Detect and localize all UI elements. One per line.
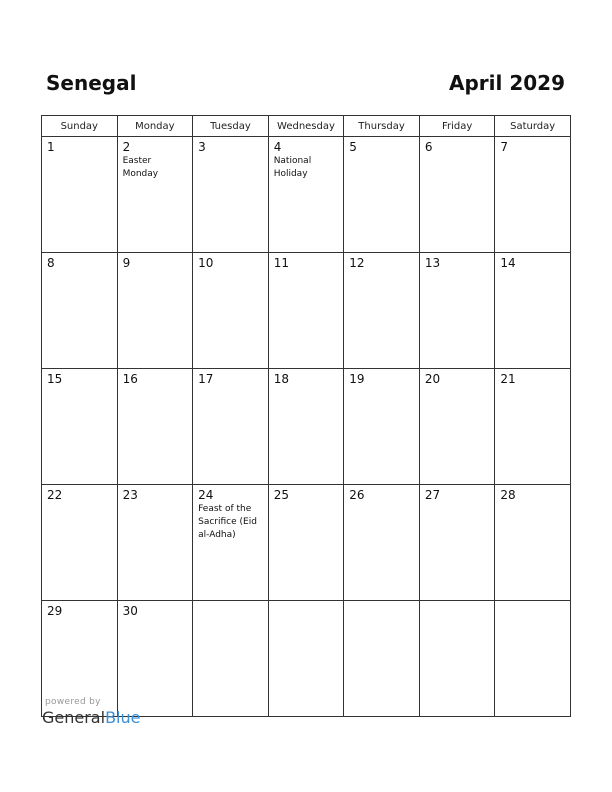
- weekday-header: Saturday: [495, 116, 571, 137]
- day-cell: [193, 601, 269, 717]
- day-cell: [117, 369, 193, 485]
- day-number: 17: [198, 372, 214, 386]
- day-cell: [117, 601, 193, 717]
- day-cell: [495, 369, 571, 485]
- brand-name-blue: Blue: [105, 708, 141, 727]
- weekday-header: Thursday: [344, 116, 420, 137]
- day-cell: [268, 137, 344, 253]
- day-number: 27: [424, 488, 441, 502]
- day-cell: [419, 137, 495, 253]
- calendar-grid: [41, 115, 571, 717]
- holiday-label: National Holiday: [273, 156, 312, 179]
- day-cell: [344, 253, 420, 369]
- day-number: 1: [47, 140, 55, 154]
- day-number: 10: [198, 256, 214, 270]
- day-number: 6: [424, 140, 433, 154]
- day-number: 8: [47, 256, 55, 270]
- day-number: 13: [424, 256, 441, 270]
- day-cell: [193, 485, 269, 601]
- day-cell: [268, 485, 344, 601]
- day-cell: [42, 137, 118, 253]
- country-title: Senegal: [46, 71, 137, 95]
- month-year-title: April 2029: [449, 71, 565, 95]
- day-cell: [495, 137, 571, 253]
- day-number: 15: [47, 372, 63, 386]
- day-cell: [419, 253, 495, 369]
- week-row: [42, 369, 571, 485]
- day-cell: [495, 253, 571, 369]
- day-cell: [42, 369, 118, 485]
- day-number: 20: [424, 372, 441, 386]
- weekday-header: Monday: [117, 116, 193, 137]
- day-number: 30: [122, 604, 138, 618]
- weekday-header-row: [42, 116, 571, 137]
- day-number: 12: [349, 256, 365, 270]
- holiday-label: Feast of the Sacrifice (Eid al-Adha): [198, 504, 257, 540]
- day-number: 3: [198, 140, 206, 154]
- day-cell: [193, 137, 269, 253]
- day-cell: [268, 369, 344, 485]
- weekday-header: Wednesday: [268, 116, 344, 137]
- day-number: 16: [122, 372, 138, 386]
- day-cell: [344, 137, 420, 253]
- day-number: 21: [500, 372, 516, 386]
- day-cell: [117, 253, 193, 369]
- week-row: [42, 137, 571, 253]
- day-number: 19: [349, 372, 365, 386]
- weekday-header: Friday: [419, 116, 495, 137]
- day-cell: [268, 601, 344, 717]
- day-cell: [419, 369, 495, 485]
- day-number: 2: [122, 140, 131, 154]
- day-cell: [268, 253, 344, 369]
- day-cell: [419, 601, 495, 717]
- day-cell: [495, 601, 571, 717]
- week-row: [42, 601, 571, 717]
- day-cell: [344, 485, 420, 601]
- day-cell: [193, 369, 269, 485]
- weekday-header: Sunday: [42, 116, 118, 137]
- day-cell: [344, 601, 420, 717]
- generalblue-logo[interactable]: [42, 708, 140, 727]
- day-cell: [42, 485, 118, 601]
- day-number: 26: [349, 488, 365, 502]
- day-number: 28: [500, 488, 516, 502]
- day-number: 18: [273, 372, 289, 386]
- day-cell: [193, 253, 269, 369]
- day-number: 11: [273, 256, 289, 270]
- day-cell: [419, 485, 495, 601]
- day-number: 25: [273, 488, 289, 502]
- day-number: 7: [500, 140, 509, 154]
- brand-name-general: General: [42, 708, 106, 727]
- day-number: 22: [47, 488, 63, 502]
- day-number: 23: [122, 488, 138, 502]
- week-row: [42, 253, 571, 369]
- day-number: 24: [198, 488, 214, 502]
- powered-by-text: powered by: [45, 697, 101, 707]
- day-cell: [117, 485, 193, 601]
- day-number: 4: [273, 140, 282, 154]
- week-row: [42, 485, 571, 601]
- day-number: 5: [349, 140, 357, 154]
- day-number: 29: [47, 604, 63, 618]
- day-cell: [495, 485, 571, 601]
- holiday-label: Easter Monday: [122, 156, 159, 179]
- day-cell: [344, 369, 420, 485]
- day-number: 14: [500, 256, 516, 270]
- weekday-header: Tuesday: [193, 116, 269, 137]
- day-cell: [42, 253, 118, 369]
- day-number: 9: [122, 256, 131, 270]
- day-cell: [117, 137, 193, 253]
